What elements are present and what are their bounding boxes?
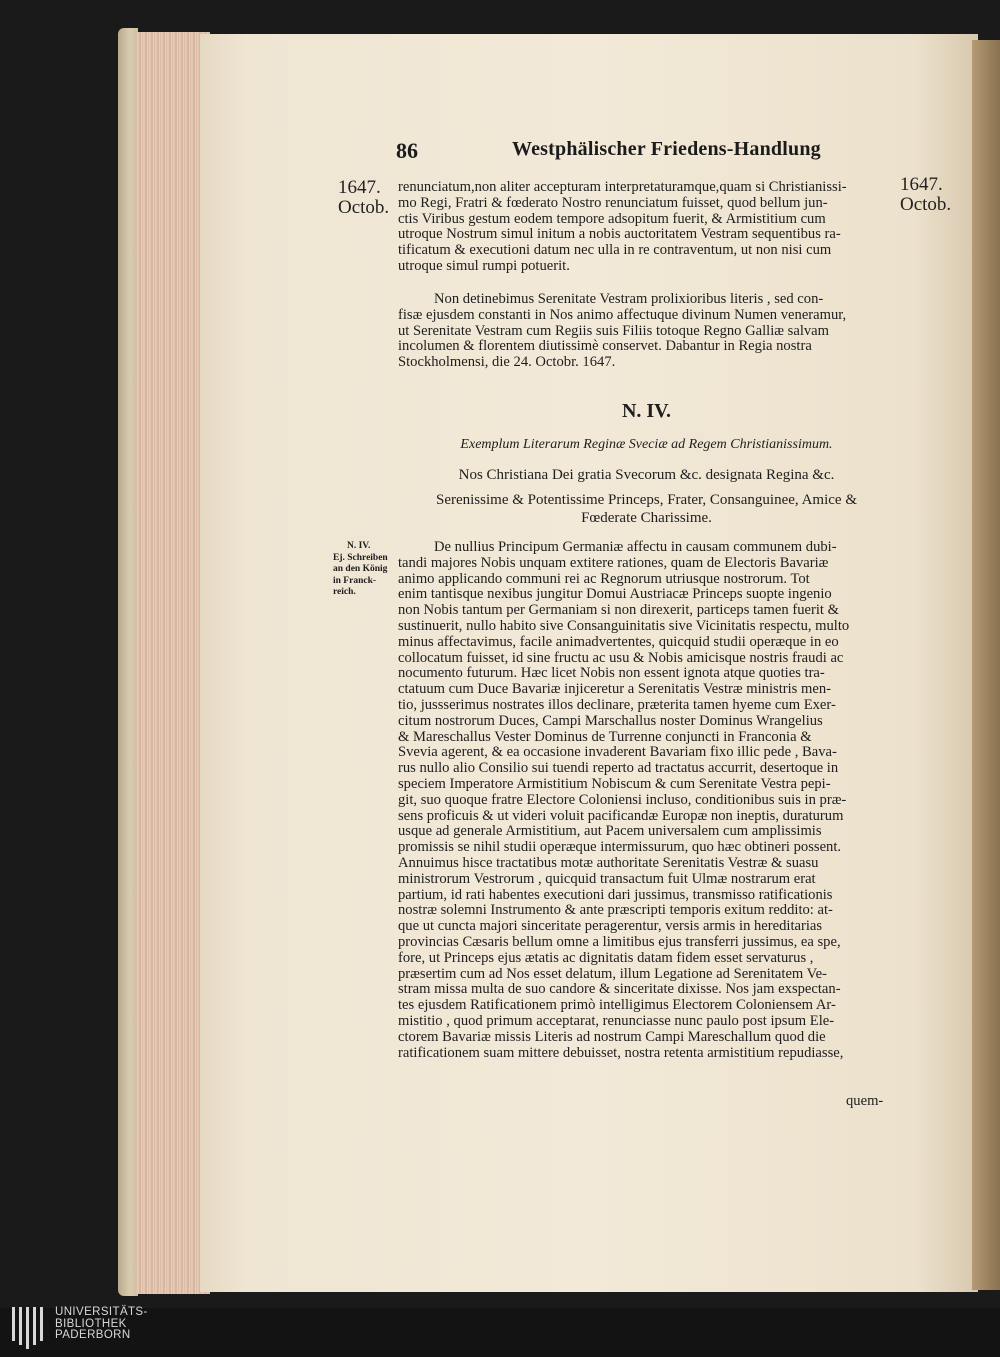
- text-line: stram missa multa de suo candore & sinceritate dixisse. Nos jam exspectan-: [398, 982, 841, 998]
- text-line: tandi majores Nobis unquam extitere rationes, quam de Electoris Bavariæ: [398, 555, 829, 571]
- margin-year-right: [900, 175, 951, 215]
- text-line: fore, ut Princeps ejus ætatis ac dignitatis datam fidem esset servaturus ,: [398, 950, 814, 966]
- text-line: partium, id rati habentes executioni dari jussimus, transmisso ratificationis: [398, 887, 833, 903]
- text-line: rus nullo alio Consilio sui tuendi reperto ad tractatus accurrit, desertoque in: [398, 761, 839, 777]
- facing-page-edge: [972, 40, 1000, 1290]
- year-left-text: 1647.: [338, 177, 381, 198]
- text-line: sustinuerit, nullo habito sive Consanguinitatis sive Vicinitatis respectu, multo: [398, 618, 850, 634]
- text-line: De nullius Principum Germaniæ affectu in causam communem dubi-: [434, 540, 837, 555]
- margin-note: [333, 541, 395, 599]
- salutation-line-3: Fœderate Charissime.: [581, 510, 712, 526]
- text-line: utroque Nostrum simul initum a nobis auctoritatem Vestram sequentibus ra-: [398, 227, 841, 243]
- text-line: collocatum fuisset, id sine fructu ac usu & Nobis amicisque nostris fraudi ac: [398, 650, 844, 666]
- running-title: Westphälischer Friedens-Handlung: [512, 138, 821, 160]
- text-line: promissis se nihil studii operæque intermissurum, quo hæc obtineri possent.: [398, 840, 842, 856]
- text-line: tio, jussserimus nostrates illos declinare, præterita tamen hyeme cum Exer-: [398, 697, 836, 713]
- margin-year-left: [338, 178, 389, 218]
- paragraph-closing: [398, 292, 895, 371]
- margin-note-line: N. IV.: [347, 541, 371, 551]
- paragraph-continuation: [398, 180, 895, 275]
- text-line: Stockholmensi, die 24. Octobr. 1647.: [398, 355, 616, 371]
- text-line: Svevia agerent, & ea occasione invaderent Bavariam fixo illic pede , Bava-: [398, 745, 837, 761]
- text-line: & Mareschallus Vester Dominus de Turrenne conjuncti in Franconia &: [398, 729, 812, 745]
- margin-note-line: reich.: [333, 587, 356, 597]
- text-line: speciem Imperatore Armistitium Nobiscum & cum Serenitate Vestra pepi-: [398, 776, 831, 792]
- salutation-line-1: Nos Christiana Dei gratia Svecorum &c. designata Regina &c.: [458, 467, 835, 483]
- library-name-line: UNIVERSITÄTS-: [55, 1306, 148, 1318]
- page-number: 86: [396, 138, 418, 163]
- text-line: nostræ solemni Instrumento & ante præscripti temporis exitum reddito: at-: [398, 903, 833, 919]
- text-line: utroque simul rumpi potuerit.: [398, 258, 570, 274]
- library-name-line: PADERBORN: [55, 1329, 131, 1341]
- text-line: ratificationem suam mittere debuisset, nostra retenta armistitium repudiasse,: [398, 1045, 844, 1061]
- text-line: que ut cuncta majori sinceritate peragerentur, versis armis in hereditarias: [398, 919, 823, 935]
- text-line: renunciatum,non aliter accepturam interpretaturamque,quam si Christianissi-: [398, 180, 847, 195]
- salutation-line-2: Serenissime & Potentissime Princeps, Frater, Consanguinee, Amice &: [435, 492, 857, 508]
- text-line: git, suo quoque fratre Electore Coloniensi incluso, conditionibus suis in præ-: [398, 792, 847, 808]
- letter-body: [398, 540, 895, 1061]
- text-line: fisæ ejusdem constanti in Nos animo affectuque divinum Numen veneramur,: [398, 307, 847, 323]
- text-line: minus affectavimus, facile animadvertentes, quicquid studii operæque in eo: [398, 634, 839, 650]
- text-line: mistitio , quod primum acceptarat, renunciasse nunc paulo post ipsum Ele-: [398, 1013, 835, 1029]
- text-line: ctis Viribus gestum eodem tempore adsopitum fuerit, & Armistitium cum: [398, 211, 826, 227]
- text-line: ctatuum cum Duce Bavariæ injiceretur a Serenitatis Vestræ ministris men-: [398, 682, 831, 698]
- text-line: provincias Cæsaris bellum omne a limitibus ejus transferri jussimus, ea spe,: [398, 934, 841, 950]
- text-line: Annuimus hisce tractatibus motæ authoritate Serenitatis Vestræ & suasu: [398, 855, 819, 871]
- section-subtitle: Exemplum Literarum Reginæ Sveciæ ad Regem Christianissimum.: [460, 437, 833, 452]
- book-spine-edge: [118, 28, 138, 1296]
- text-line: mo Regi, Fratri & fœderato Nostro renunciatum fuisset, quod bellum jun-: [398, 195, 828, 211]
- library-name: [55, 1307, 148, 1342]
- text-line: sens proficuis & ut videri voluit pacificandæ Europæ non ineptis, duraturum: [398, 808, 844, 824]
- year-right-text: 1647.: [900, 174, 943, 195]
- text-line: animo applicando communi rei ac Regnorum utriusque nostrorum. Tot: [398, 571, 810, 587]
- text-line: usque ad generale Armistitium, aut Pacem universalem cum amplissimis: [398, 824, 822, 840]
- footer-bar: [0, 1308, 1000, 1357]
- text-line: præsertim cum ad Nos esset delatum, illum Legatione ad Serenitatem Ve-: [398, 966, 827, 982]
- text-line: ministrorum Vestrorum , quicquid transactum fuit Ulmæ nostrarum erat: [398, 871, 816, 887]
- text-line: tes ejusdem Ratificationem primò intelligimus Electorem Coloniensem Ar-: [398, 998, 836, 1014]
- margin-note-line: an den König: [333, 564, 388, 574]
- catchword: quem-: [846, 1093, 884, 1109]
- text-line: Non detinebimus Serenitate Vestram prolixioribus literis , sed con-: [434, 292, 824, 307]
- text-line: tificatum & executioni datum nec ulla in re contraventum, ut non nisi cum: [398, 243, 832, 259]
- text-line: ut Serenitate Vestram cum Regiis suis Filiis totoque Regno Galliæ salvam: [398, 323, 830, 339]
- margin-note-line: Ej. Schreiben: [333, 552, 388, 563]
- text-line: citum nostrorum Duces, Campi Marschallus noster Dominus Wrangelius: [398, 713, 823, 729]
- text-line: nocumento futurum. Hæc licet Nobis non essent ignota atque quoties tra-: [398, 666, 825, 682]
- text-line: ctorem Bavariæ missis Literis ad nostrum Campi Mareschallum quod die: [398, 1029, 826, 1045]
- library-logo-icon: [10, 1307, 50, 1349]
- text-line: incolumen & florentem diutissimè conservet. Dabantur in Regia nostra: [398, 339, 812, 355]
- library-name-line: BIBLIOTHEK: [55, 1317, 127, 1330]
- page-stack-edge: [136, 32, 210, 1294]
- text-line: enim tantisque nexibus jungitur Domui Austriacæ Princeps suopte ingenio: [398, 587, 832, 603]
- month-left-text: Octob.: [338, 197, 390, 218]
- text-line: non Nobis tantum per Germaniam si non direxerit, particeps tamen fuerit &: [398, 603, 839, 619]
- month-right-text: Octob.: [900, 194, 952, 215]
- margin-note-line: in Franck-: [333, 575, 377, 586]
- section-heading: N. IV.: [621, 400, 672, 422]
